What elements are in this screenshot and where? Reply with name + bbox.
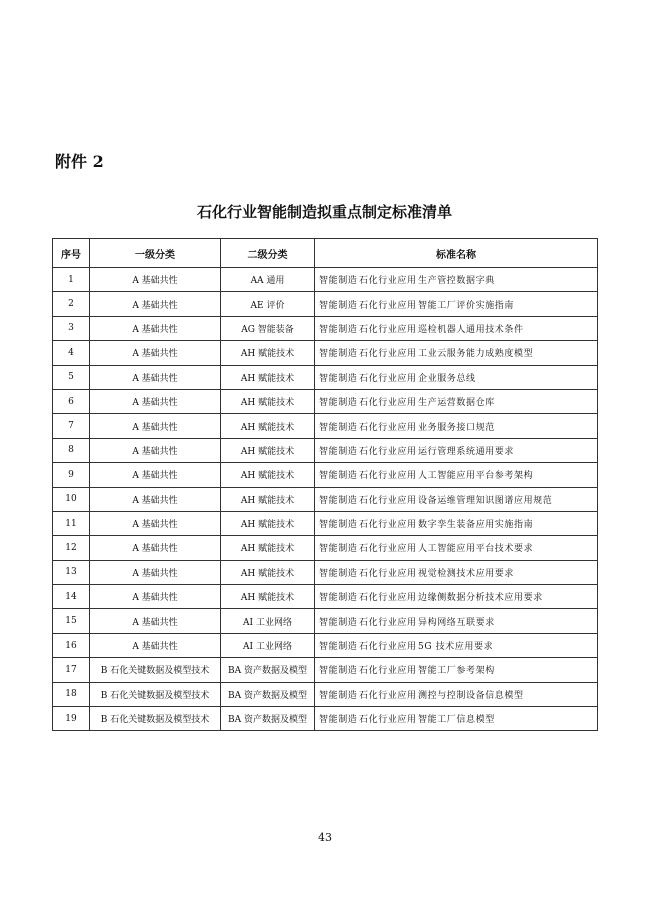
table-row [53,585,598,609]
cell-level1: A 基础共性 [90,414,221,438]
cell-standard-name [315,585,598,609]
standard-title: 企业服务总线 [418,373,476,384]
standard-title: 智能工厂评价实施指南 [418,300,515,311]
standard-prefix-industry: 石化行业应用 [359,373,417,384]
cell-level1: A 基础共性 [90,487,221,511]
table-row [53,463,598,487]
table-row [53,682,598,706]
standard-title: 人工智能应用平台参考架构 [418,471,534,482]
standard-prefix-domain: 智能制造 [319,544,358,555]
cell-standard-name [315,707,598,731]
header-cell-level2: 二级分类 [221,239,315,268]
table-row [53,414,598,438]
cell-level1: B 石化关键数据及模型技术 [90,682,221,706]
cell-number: 12 [53,536,90,560]
cell-number: 2 [53,292,90,316]
cell-standard-name [315,414,598,438]
cell-number: 4 [53,341,90,365]
page-title: 石化行业智能制造拟重点制定标准清单 [196,203,452,221]
cell-number: 10 [53,487,90,511]
standard-prefix-industry: 石化行业应用 [359,422,417,433]
cell-level1: A 基础共性 [90,341,221,365]
table-row [53,365,598,389]
cell-standard-name [315,268,598,292]
cell-number: 14 [53,585,90,609]
cell-level1: A 基础共性 [90,438,221,462]
cell-level1: A 基础共性 [90,633,221,657]
cell-standard-name [315,658,598,682]
cell-number: 18 [53,682,90,706]
header-cell-standard-name: 标准名称 [315,239,598,268]
table-row [53,560,598,584]
cell-level2: AH 赋能技术 [221,463,315,487]
table-row [53,438,598,462]
standard-prefix-domain: 智能制造 [319,617,358,628]
cell-standard-name [315,560,598,584]
page-number: 43 [318,831,332,844]
standard-title: 业务服务接口规范 [418,422,495,433]
cell-level2: AH 赋能技术 [221,341,315,365]
standard-prefix-industry: 石化行业应用 [359,690,417,701]
standard-prefix-domain: 智能制造 [319,495,358,506]
cell-level2: BA 资产数据及模型 [221,707,315,731]
standard-prefix-domain: 智能制造 [319,276,358,287]
cell-level1: B 石化关键数据及模型技术 [90,658,221,682]
cell-standard-name [315,609,598,633]
table-row [53,511,598,535]
cell-level1: A 基础共性 [90,292,221,316]
standard-prefix-industry: 石化行业应用 [359,617,417,628]
standard-title: 设备运维管理知识图谱应用规范 [418,495,553,506]
standard-title: 生产运营数据仓库 [418,398,495,409]
standard-prefix-industry: 石化行业应用 [359,471,417,482]
standard-title: 生产管控数据字典 [418,276,495,287]
cell-level1: A 基础共性 [90,609,221,633]
standard-title: 边缘侧数据分析技术应用要求 [418,593,543,604]
cell-level1: A 基础共性 [90,560,221,584]
cell-level2: AG 智能装备 [221,316,315,340]
table-row [53,292,598,316]
cell-level2: AH 赋能技术 [221,365,315,389]
cell-number: 9 [53,463,90,487]
standard-title: 数字孪生装备应用实施指南 [418,520,534,531]
cell-level2: AI 工业网络 [221,633,315,657]
cell-level2: AH 赋能技术 [221,438,315,462]
standard-prefix-industry: 石化行业应用 [359,495,417,506]
standard-prefix-industry: 石化行业应用 [359,593,417,604]
standard-prefix-domain: 智能制造 [319,422,358,433]
cell-number: 13 [53,560,90,584]
standard-prefix-domain: 智能制造 [319,593,358,604]
cell-standard-name [315,633,598,657]
cell-level1: A 基础共性 [90,585,221,609]
standard-prefix-domain: 智能制造 [319,471,358,482]
standard-prefix-industry: 石化行业应用 [359,544,417,555]
standard-prefix-industry: 石化行业应用 [359,568,417,579]
cell-level1: A 基础共性 [90,536,221,560]
standard-prefix-industry: 石化行业应用 [359,715,417,726]
standard-title: 工业云服务能力成熟度模型 [418,349,534,360]
cell-level1: A 基础共性 [90,463,221,487]
standard-prefix-industry: 石化行业应用 [359,520,417,531]
cell-level2: AH 赋能技术 [221,585,315,609]
table-header-row [53,239,598,268]
cell-standard-name [315,487,598,511]
standard-prefix-industry: 石化行业应用 [359,276,417,287]
cell-level1: A 基础共性 [90,268,221,292]
standard-prefix-domain: 智能制造 [319,349,358,360]
standards-table [52,238,598,731]
cell-number: 7 [53,414,90,438]
standard-title: 人工智能应用平台技术要求 [418,544,534,555]
cell-number: 1 [53,268,90,292]
standard-prefix-domain: 智能制造 [319,398,358,409]
table-row [53,633,598,657]
standard-title: 智能工厂参考架构 [418,666,495,677]
cell-level1: A 基础共性 [90,316,221,340]
standard-prefix-domain: 智能制造 [319,324,358,335]
standard-prefix-industry: 石化行业应用 [359,349,417,360]
standard-prefix-domain: 智能制造 [319,568,358,579]
standard-prefix-domain: 智能制造 [319,715,358,726]
table-row [53,658,598,682]
standard-title: 运行管理系统通用要求 [418,446,515,457]
table-row [53,316,598,340]
cell-level1: B 石化关键数据及模型技术 [90,707,221,731]
header-cell-level1: 一级分类 [90,239,221,268]
table-row [53,389,598,413]
standard-title: 5G 技术应用要求 [418,642,494,653]
cell-standard-name [315,536,598,560]
standard-title: 巡检机器人通用技术条件 [418,324,524,335]
table-row [53,341,598,365]
cell-number: 15 [53,609,90,633]
cell-level2: AI 工业网络 [221,609,315,633]
cell-level1: A 基础共性 [90,365,221,389]
cell-number: 3 [53,316,90,340]
cell-level1: A 基础共性 [90,511,221,535]
cell-level2: AH 赋能技术 [221,560,315,584]
table-row [53,609,598,633]
cell-standard-name [315,316,598,340]
cell-standard-name [315,511,598,535]
cell-level2: AH 赋能技术 [221,487,315,511]
standard-prefix-industry: 石化行业应用 [359,324,417,335]
cell-level2: BA 资产数据及模型 [221,658,315,682]
cell-level2: BA 资产数据及模型 [221,682,315,706]
cell-standard-name [315,341,598,365]
cell-level2: AH 赋能技术 [221,414,315,438]
standard-prefix-domain: 智能制造 [319,446,358,457]
cell-level2: AH 赋能技术 [221,389,315,413]
standard-prefix-industry: 石化行业应用 [359,446,417,457]
cell-level2: AH 赋能技术 [221,511,315,535]
cell-standard-name [315,463,598,487]
standard-prefix-industry: 石化行业应用 [359,300,417,311]
table-row [53,707,598,731]
standard-prefix-domain: 智能制造 [319,373,358,384]
table-row [53,268,598,292]
cell-number: 6 [53,389,90,413]
standard-title: 异构网络互联要求 [418,617,495,628]
standard-prefix-industry: 石化行业应用 [359,666,417,677]
cell-level2: AH 赋能技术 [221,536,315,560]
standard-prefix-domain: 智能制造 [319,642,358,653]
cell-standard-name [315,365,598,389]
table-row [53,536,598,560]
cell-number: 5 [53,365,90,389]
attachment-label: 附件 2 [55,152,104,171]
standard-title: 测控与控制设备信息模型 [418,690,524,701]
standard-title: 智能工厂信息模型 [418,715,495,726]
cell-standard-name [315,292,598,316]
cell-level1: A 基础共性 [90,389,221,413]
cell-level2: AA 通用 [221,268,315,292]
standard-prefix-industry: 石化行业应用 [359,398,417,409]
cell-number: 16 [53,633,90,657]
standard-prefix-domain: 智能制造 [319,690,358,701]
table-body [53,268,598,731]
cell-standard-name [315,438,598,462]
cell-number: 19 [53,707,90,731]
cell-number: 8 [53,438,90,462]
standard-title: 视觉检测技术应用要求 [418,568,515,579]
cell-number: 11 [53,511,90,535]
table-row [53,487,598,511]
standard-prefix-domain: 智能制造 [319,666,358,677]
standard-prefix-domain: 智能制造 [319,520,358,531]
cell-number: 17 [53,658,90,682]
cell-standard-name [315,682,598,706]
standard-prefix-domain: 智能制造 [319,300,358,311]
cell-standard-name [315,389,598,413]
header-cell-number: 序号 [53,239,90,268]
standard-prefix-industry: 石化行业应用 [359,642,417,653]
cell-level2: AE 评价 [221,292,315,316]
